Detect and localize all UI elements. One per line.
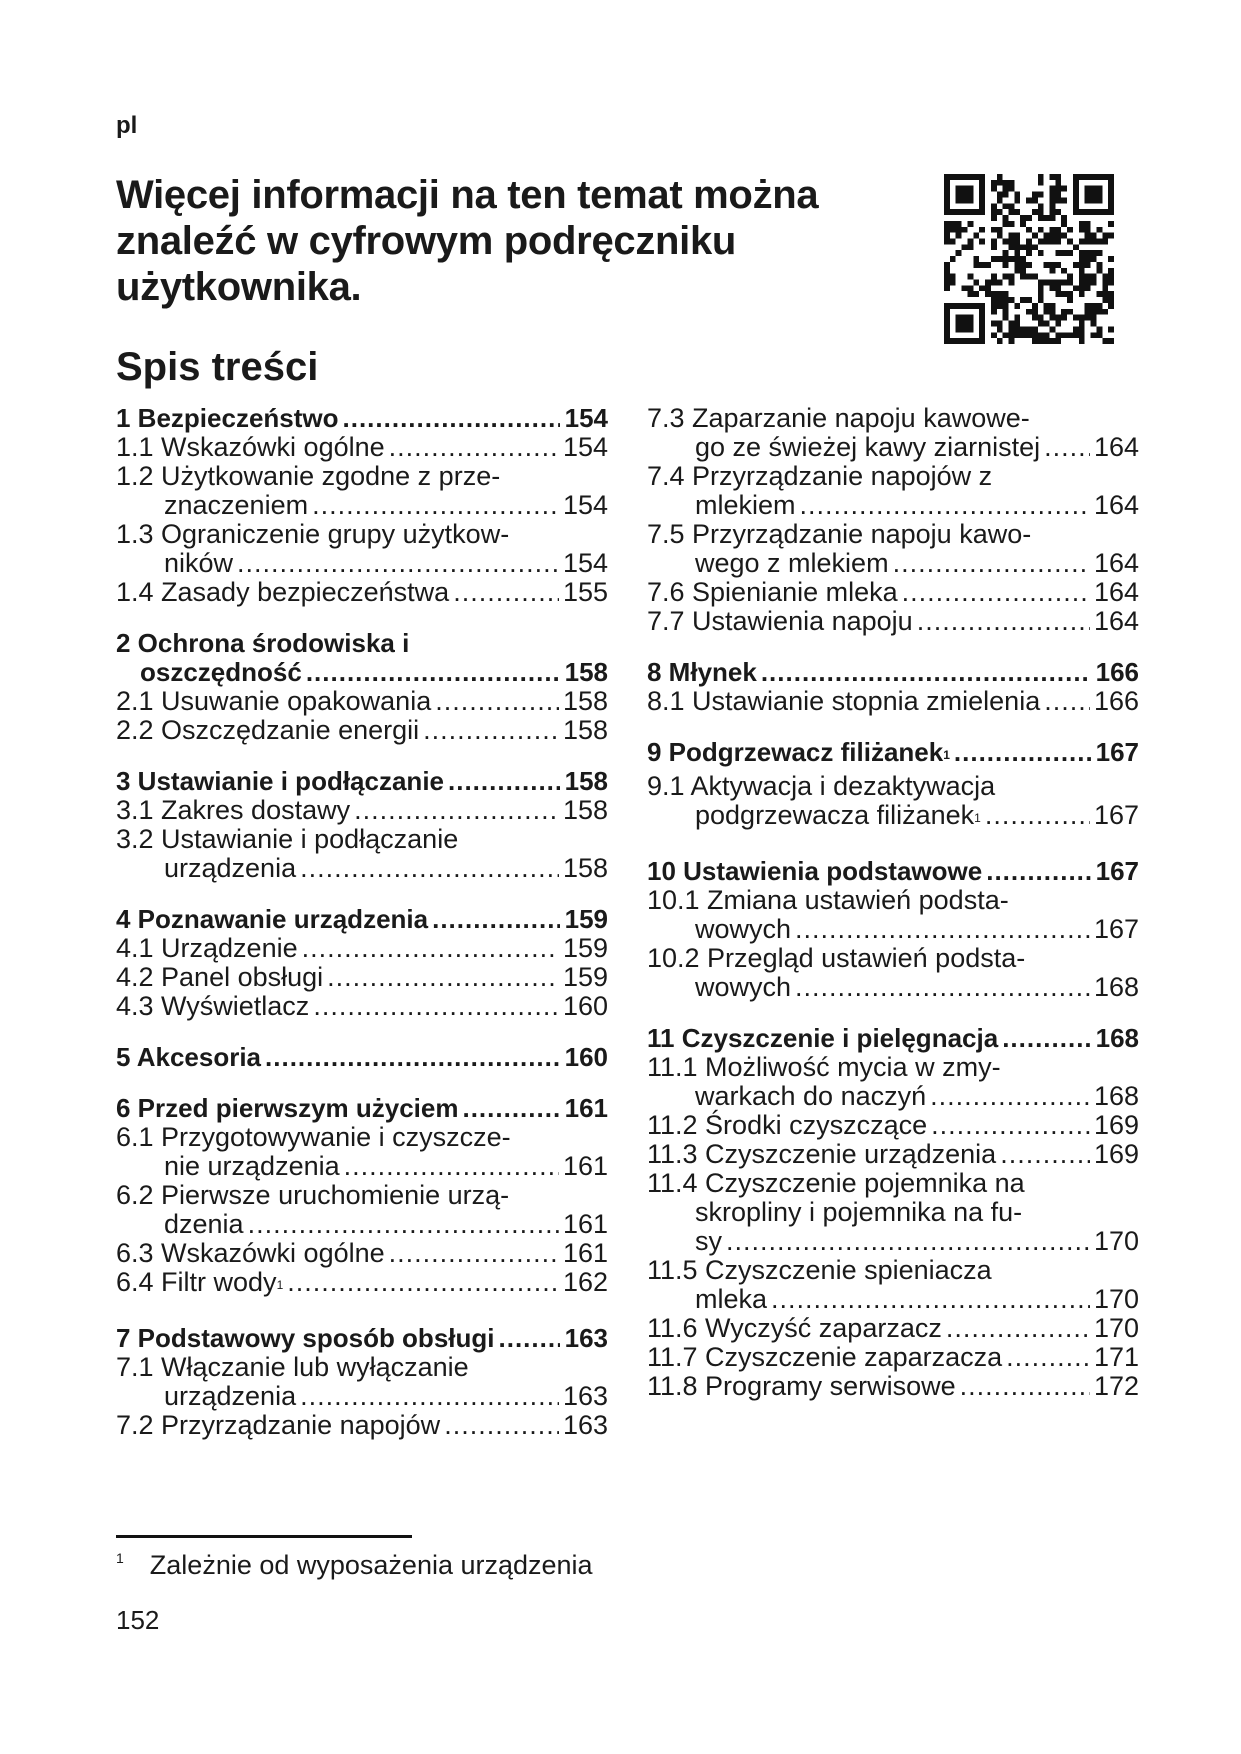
toc-page-number: 170 — [1093, 1284, 1139, 1314]
toc-page-number: 172 — [1093, 1371, 1139, 1401]
dot-leader — [306, 658, 560, 687]
toc-page-number: 158 — [564, 766, 608, 796]
toc-page-number: 154 — [562, 490, 608, 520]
toc-entry-text: urządzenia — [164, 853, 297, 883]
toc-chapter[interactable] — [116, 1043, 608, 1072]
toc-entry-text: 5 Akcesoria — [116, 1042, 262, 1072]
toc-entry-text: 6.3 Wskazówki ogólne — [116, 1238, 385, 1268]
footnote-mark: 1 — [116, 1550, 124, 1566]
dot-leader — [327, 963, 559, 992]
toc-chapter[interactable] — [116, 629, 608, 687]
toc-entry-text: 3.1 Zakres dostawy — [116, 795, 351, 825]
toc-page-number: 158 — [562, 686, 608, 716]
dot-leader — [726, 1227, 1090, 1256]
toc-item[interactable] — [116, 578, 608, 607]
toc-chapter[interactable] — [647, 658, 1139, 687]
toc-entry-text: 8 Młynek — [647, 657, 757, 687]
toc-page-number: 154 — [564, 403, 608, 433]
toc-entry-text: 11.4 Czyszczenie pojemnika na — [647, 1168, 1025, 1198]
toc-page-number: 164 — [1093, 432, 1139, 462]
dot-leader — [771, 1285, 1090, 1314]
toc-page-number: 163 — [562, 1410, 608, 1440]
toc-entry-text: 4.3 Wyświetlacz — [116, 991, 310, 1021]
footnote — [116, 1550, 593, 1581]
footnote-text: Zależnie od wyposażenia urządzenia — [149, 1550, 593, 1580]
dot-leader — [432, 905, 560, 934]
toc-page-number: 162 — [562, 1267, 608, 1297]
toc-chapter[interactable] — [647, 738, 1139, 772]
toc-item[interactable] — [647, 1314, 1139, 1343]
toc-entry-text: 1.3 Ograniczenie grupy użytkow- — [116, 519, 510, 549]
toc-entry-text: oszczędność — [140, 657, 302, 687]
dot-leader — [287, 1268, 559, 1297]
toc-entry-text: mlekiem — [695, 490, 796, 520]
toc-page-number: 161 — [562, 1209, 608, 1239]
toc-page-number: 164 — [1093, 548, 1139, 578]
toc-page-number: 155 — [562, 577, 608, 607]
toc-page-number: 163 — [564, 1323, 608, 1353]
dot-leader — [448, 767, 560, 796]
dot-leader — [423, 716, 559, 745]
dot-leader — [300, 1382, 559, 1411]
toc-entry-text: 7.2 Przyrządzanie napojów — [116, 1410, 441, 1440]
toc-title: Spis treści — [116, 345, 319, 389]
toc-page-number: 168 — [1093, 972, 1139, 1002]
dot-leader — [800, 491, 1090, 520]
dot-leader — [354, 796, 559, 825]
toc-entry-text: 2 Ochrona środowiska i — [116, 628, 410, 658]
toc-entry-text: 8.1 Ustawianie stopnia zmielenia — [647, 686, 1041, 716]
dot-leader — [954, 738, 1091, 767]
headline: Więcej informacji na ten temat można znaleźć w cyfrowym podręczniku użytkownika. — [116, 173, 819, 309]
toc-item[interactable] — [116, 1353, 608, 1411]
toc-page-number: 158 — [562, 715, 608, 745]
dot-leader — [1044, 687, 1090, 716]
toc-chapter[interactable] — [116, 905, 608, 934]
toc-entry-text: 1.4 Zasady bezpieczeństwa — [116, 577, 450, 607]
toc-item[interactable] — [647, 404, 1139, 462]
toc-item[interactable] — [116, 1181, 608, 1239]
dot-leader — [302, 934, 559, 963]
toc-page-number: 160 — [562, 991, 608, 1021]
toc-page-number: 168 — [1095, 1023, 1139, 1053]
toc-item[interactable] — [647, 1111, 1139, 1140]
toc-entry-text: 2.1 Usuwanie opakowania — [116, 686, 432, 716]
dot-leader — [312, 491, 559, 520]
toc-item[interactable] — [647, 1372, 1139, 1401]
toc-chapter[interactable] — [116, 1324, 608, 1353]
dot-leader — [344, 1152, 559, 1181]
dot-leader — [1002, 1024, 1091, 1053]
toc-page-number: 161 — [564, 1093, 608, 1123]
toc-entry-text: 9.1 Aktywacja i dezaktywacja — [647, 771, 996, 801]
dot-leader — [444, 1411, 559, 1440]
toc-item[interactable] — [116, 934, 608, 963]
toc-entry-text: 7.4 Przyrządzanie napojów z — [647, 461, 993, 491]
toc-entry-text: 10.1 Zmiana ustawień podsta- — [647, 885, 1009, 915]
toc-page-number: 158 — [562, 853, 608, 883]
toc-item[interactable] — [647, 1343, 1139, 1372]
dot-leader — [389, 1239, 559, 1268]
dot-leader — [985, 801, 1090, 830]
toc-item[interactable] — [647, 462, 1139, 520]
toc-entry-text: skropliny i pojemnika na fu- — [695, 1197, 1023, 1227]
dot-leader — [435, 687, 559, 716]
toc-entry-text: 11.1 Możliwość mycia w zmy- — [647, 1052, 1001, 1082]
toc-item[interactable] — [116, 687, 608, 716]
toc-item[interactable] — [116, 963, 608, 992]
dot-leader — [499, 1324, 561, 1353]
toc-left-column — [116, 404, 608, 1440]
toc-item[interactable] — [647, 687, 1139, 716]
toc-entry-text: 4 Poznawanie urządzenia — [116, 904, 429, 934]
toc-item[interactable] — [116, 1123, 608, 1181]
toc-chapter[interactable] — [647, 1024, 1139, 1053]
toc-page-number: 159 — [562, 962, 608, 992]
toc-item[interactable] — [647, 520, 1139, 578]
toc-entry-text: 11.3 Czyszczenie urządzenia — [647, 1139, 997, 1169]
toc-entry-text: 11.6 Wyczyść zaparzacz — [647, 1313, 942, 1343]
toc-entry-text: 6.2 Pierwsze uruchomienie urzą- — [116, 1180, 510, 1210]
toc-entry-text: wowych — [695, 972, 792, 1002]
dot-leader — [902, 578, 1090, 607]
toc-entry-text: ników — [164, 548, 234, 578]
toc-entry-text: 3 Ustawianie i podłączanie — [116, 766, 444, 796]
toc-page-number: 163 — [562, 1381, 608, 1411]
toc-item[interactable] — [116, 462, 608, 520]
toc-entry-text: 4.1 Urządzenie — [116, 933, 298, 963]
toc-entry-text: 7.7 Ustawienia napoju — [647, 606, 913, 636]
toc-entry-text: 9 Podgrzewacz filiżanek — [647, 737, 944, 767]
toc-item[interactable] — [116, 716, 608, 745]
toc-entry-text: 1.2 Użytkowanie zgodne z prze- — [116, 461, 501, 491]
toc-page-number: 167 — [1095, 737, 1139, 767]
toc-page-number: 164 — [1093, 606, 1139, 636]
toc-right-column — [647, 404, 1139, 1401]
toc-page-number: 167 — [1095, 856, 1139, 886]
toc-item[interactable] — [647, 1169, 1139, 1256]
dot-leader — [1006, 1343, 1090, 1372]
dot-leader — [931, 1111, 1090, 1140]
dot-leader — [248, 1210, 559, 1239]
dot-leader — [237, 549, 559, 578]
footnote-divider — [116, 1535, 412, 1538]
toc-entry-text: 11.5 Czyszczenie spieniacza — [647, 1255, 992, 1285]
toc-entry-text: 2.2 Oszczędzanie energii — [116, 715, 420, 745]
toc-page-number: 166 — [1095, 657, 1139, 687]
toc-entry-text: 6.4 Filtr wody — [116, 1267, 277, 1297]
toc-entry-text: 3.2 Ustawianie i podłączanie — [116, 824, 459, 854]
toc-entry-text: 10 Ustawienia podstawowe — [647, 856, 983, 886]
toc-item[interactable] — [116, 796, 608, 825]
toc-item[interactable] — [116, 520, 608, 578]
toc-entry-text: wego z mlekiem — [695, 548, 889, 578]
toc-entry-text: 11.7 Czyszczenie zaparzacza — [647, 1342, 1003, 1372]
toc-entry-text: go ze świeżej kawy ziarnistej — [695, 432, 1041, 462]
dot-leader — [1044, 433, 1090, 462]
toc-page-number: 158 — [562, 795, 608, 825]
toc-page-number: 169 — [1093, 1110, 1139, 1140]
dot-leader — [986, 857, 1091, 886]
toc-page-number: 154 — [562, 548, 608, 578]
dot-leader — [300, 854, 559, 883]
toc-entry-text: 7 Podstawowy sposób obsługi — [116, 1323, 495, 1353]
dot-leader — [795, 915, 1090, 944]
toc-entry-text: wowych — [695, 914, 792, 944]
toc-page-number: 159 — [562, 933, 608, 963]
footnote-ref: 1 — [974, 811, 981, 825]
dot-leader — [960, 1372, 1090, 1401]
toc-page-number: 168 — [1093, 1081, 1139, 1111]
toc-page-number: 164 — [1093, 577, 1139, 607]
toc-entry-text: 6 Przed pierwszym użyciem — [116, 1093, 459, 1123]
toc-page-number: 161 — [562, 1238, 608, 1268]
toc-entry-text: 11 Czyszczenie i pielęgnacja — [647, 1023, 999, 1053]
toc-page-number: 164 — [1093, 490, 1139, 520]
toc-page-number: 166 — [1093, 686, 1139, 716]
toc-item[interactable] — [647, 1053, 1139, 1111]
toc-chapter[interactable] — [116, 767, 608, 796]
dot-leader — [946, 1314, 1090, 1343]
toc-item[interactable] — [647, 1256, 1139, 1314]
toc-entry-text: mleka — [695, 1284, 768, 1314]
toc-page-number: 154 — [562, 432, 608, 462]
toc-entry-text: urządzenia — [164, 1381, 297, 1411]
toc-item[interactable] — [116, 825, 608, 883]
dot-leader — [313, 992, 559, 1021]
toc-page-number: 170 — [1093, 1226, 1139, 1256]
toc-chapter[interactable] — [116, 1094, 608, 1123]
toc-item[interactable] — [116, 1268, 608, 1302]
dot-leader — [462, 1094, 560, 1123]
toc-item[interactable] — [116, 1411, 608, 1440]
dot-leader — [893, 549, 1090, 578]
dot-leader — [389, 433, 559, 462]
toc-entry-text: 11.8 Programy serwisowe — [647, 1371, 956, 1401]
footnote-ref: 1 — [276, 1278, 284, 1292]
toc-item[interactable] — [116, 433, 608, 462]
toc-page-number: 161 — [562, 1151, 608, 1181]
toc-page-number: 158 — [564, 657, 608, 687]
toc-item[interactable] — [647, 772, 1139, 835]
language-code: pl — [116, 112, 138, 139]
toc-entry-text: 4.2 Panel obsługi — [116, 962, 324, 992]
dot-leader — [265, 1043, 560, 1072]
toc-page-number: 170 — [1093, 1313, 1139, 1343]
dot-leader — [795, 973, 1090, 1002]
toc-item[interactable] — [647, 1140, 1139, 1169]
dot-leader — [917, 607, 1090, 636]
footnote-ref: 1 — [943, 748, 950, 762]
toc-entry-text: dzenia — [164, 1209, 244, 1239]
toc-item[interactable] — [647, 578, 1139, 607]
page-number: 152 — [116, 1605, 160, 1635]
toc-entry-text: sy — [695, 1226, 722, 1256]
toc-entry-text: 6.1 Przygotowywanie i czyszcze- — [116, 1122, 511, 1152]
toc-entry-text: znaczeniem — [164, 490, 309, 520]
toc-item[interactable] — [647, 607, 1139, 636]
dot-leader — [930, 1082, 1090, 1111]
toc-entry-text: 7.6 Spienianie mleka — [647, 577, 898, 607]
toc-entry-text: podgrzewacza filiżanek — [695, 800, 975, 830]
toc-page-number: 167 — [1093, 800, 1139, 830]
toc-item[interactable] — [116, 992, 608, 1021]
toc-page-number: 160 — [564, 1042, 608, 1072]
dot-leader — [343, 404, 560, 433]
toc-entry-text: nie urządzenia — [164, 1151, 340, 1181]
toc-entry-text: 7.5 Przyrządzanie napoju kawo- — [647, 519, 1032, 549]
dot-leader — [1000, 1140, 1090, 1169]
toc-entry-text: 1.1 Wskazówki ogólne — [116, 432, 385, 462]
dot-leader — [453, 578, 559, 607]
toc-entry-text: 7.1 Włączanie lub wyłączanie — [116, 1352, 469, 1382]
toc-entry-text: 10.2 Przegląd ustawień podsta- — [647, 943, 1026, 973]
toc-page-number: 169 — [1093, 1139, 1139, 1169]
toc-page-number: 159 — [564, 904, 608, 934]
toc-entry-text: 11.2 Środki czyszczące — [647, 1110, 928, 1140]
toc-entry-text: 7.3 Zaparzanie napoju kawowe- — [647, 403, 1030, 433]
toc-item[interactable] — [647, 944, 1139, 1002]
toc-chapter[interactable] — [647, 857, 1139, 886]
qr-code-icon — [944, 174, 1114, 344]
dot-leader — [761, 658, 1091, 687]
toc-entry-text: warkach do naczyń — [695, 1081, 927, 1111]
toc-item[interactable] — [116, 1239, 608, 1268]
toc-item[interactable] — [647, 886, 1139, 944]
toc-entry-text: 1 Bezpieczeństwo — [116, 403, 339, 433]
toc-page-number: 167 — [1093, 914, 1139, 944]
toc-page-number: 171 — [1093, 1342, 1139, 1372]
toc-chapter[interactable] — [116, 404, 608, 433]
